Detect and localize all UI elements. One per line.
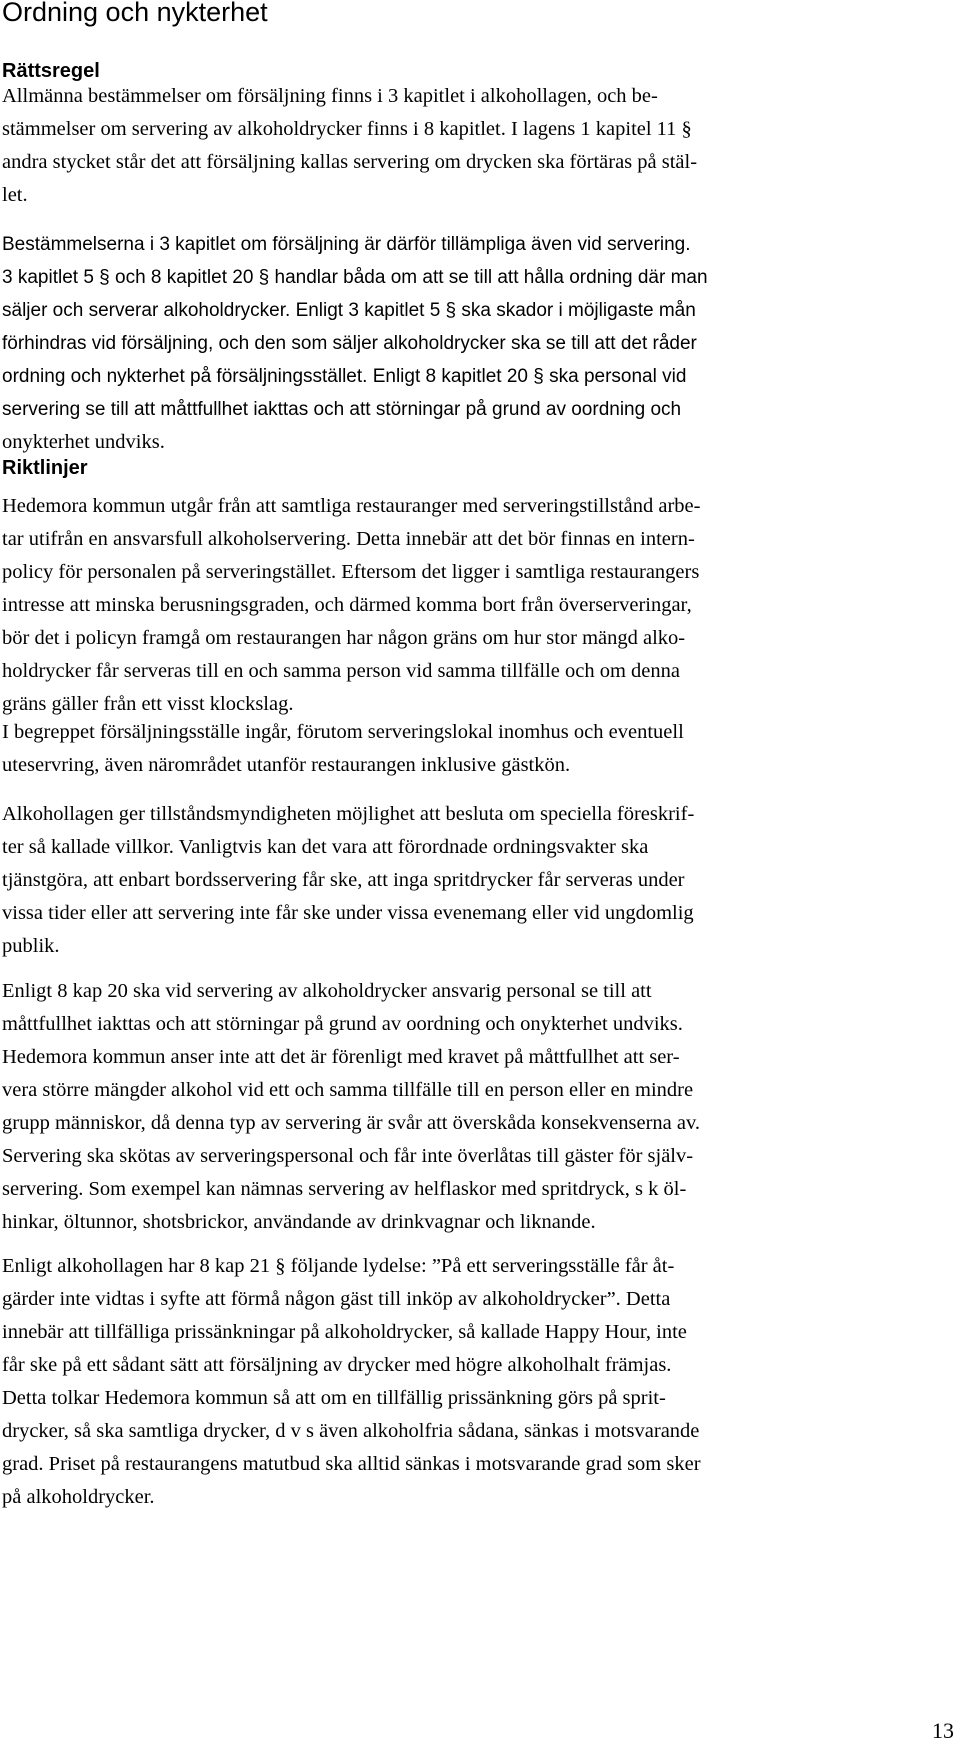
text-line: publik. [2, 935, 60, 957]
paragraph-riktlinjer-1 [2, 490, 700, 721]
text-line: får ske på ett sådant sätt att försäljning av drycker med högre alkoholhalt främjas. [2, 1354, 672, 1376]
text-line: säljer och serverar alkoholdrycker. Enligt 3 kapitlet 5 § ska skador i möjligaste mån [2, 300, 696, 321]
text-line: I begreppet försäljningsställe ingår, förutom serveringslokal inomhus och eventuell [2, 721, 684, 743]
text-line: Alkohollagen ger tillståndsmyndigheten möjlighet att besluta om speciella föreskrif- [2, 803, 695, 825]
text-line: tjänstgöra, att enbart bordsservering får ske, att inga spritdrycker får serveras under [2, 869, 685, 891]
text-line: Hedemora kommun anser inte att det är förenligt med kravet på måttfullhet att ser- [2, 1046, 680, 1068]
text-line: andra stycket står det att försäljning kallas servering om drycken ska förtäras på stäl- [2, 151, 698, 173]
text-line: gärder inte vidtas i syfte att förmå någon gäst till inköp av alkoholdrycker”. Detta [2, 1288, 671, 1310]
section-heading-riktlinjer: Riktlinjer [2, 457, 88, 479]
text-line: tar utifrån en ansvarsfull alkoholservering. Detta innebär att det bör finnas en intern- [2, 528, 695, 550]
text-line: drycker, så ska samtliga drycker, d v s även alkoholfria sådana, sänkas i motsvarande [2, 1420, 700, 1442]
paragraph-riktlinjer-3 [2, 798, 694, 963]
text-line: gräns gäller från ett visst klockslag. [2, 693, 294, 715]
text-line: Enligt alkohollagen har 8 kap 21 § följande lydelse: ”På ett serveringsställe får åt- [2, 1255, 675, 1277]
text-line: ordning och nykterhet på försäljningsstället. Enligt 8 kapitlet 20 § ska personal vid [2, 366, 687, 387]
text-line: grupp människor, då denna typ av servering är svår att överskåda konsekvenserna av. [2, 1112, 701, 1134]
paragraph-riktlinjer-2 [2, 716, 684, 782]
text-line: innebär att tillfälliga prissänkningar på alkoholdrycker, så kallade Happy Hour, inte [2, 1321, 687, 1343]
text-line: Hedemora kommun utgår från att samtliga restauranger med serveringstillstånd arbe- [2, 495, 701, 517]
text-line: grad. Priset på restaurangens matutbud ska alltid sänkas i motsvarande grad som sker [2, 1453, 701, 1475]
page-number: 13 [932, 1718, 954, 1743]
text-line: uteservring, även närområdet utanför restaurangen inklusive gästkön. [2, 754, 571, 776]
text-line: hinkar, öltunnor, shotsbrickor, användande av drinkvagnar och liknande. [2, 1211, 596, 1233]
text-line: Detta tolkar Hedemora kommun så att om en tillfällig prissänkning görs på sprit- [2, 1387, 666, 1409]
text-line: servering. Som exempel kan nämnas servering av helflaskor med spritdryck, s k öl- [2, 1178, 687, 1200]
text-line: stämmelser om servering av alkoholdrycker finns i 8 kapitlet. I lagens 1 kapitel 11 § [2, 118, 692, 140]
section-heading-rattsregel: Rättsregel [2, 60, 100, 82]
text-line: Bestämmelserna i 3 kapitlet om försäljning är därför tillämpliga även vid servering. [2, 234, 691, 255]
paragraph-riktlinjer-4 [2, 975, 700, 1239]
text-line: onykterhet undviks. [2, 431, 165, 453]
paragraph-rattsregel-1 [2, 80, 697, 212]
text-line: förhindras vid försäljning, och den som säljer alkoholdrycker ska se till att det råder [2, 333, 697, 354]
text-line: Allmänna bestämmelser om försäljning finns i 3 kapitlet i alkohollagen, och be- [2, 85, 658, 107]
text-line: bör det i policyn framgå om restaurangen har någon gräns om hur stor mängd alko- [2, 627, 686, 649]
text-line: ter så kallade villkor. Vanligtvis kan det vara att förordnade ordningsvakter ska [2, 836, 649, 858]
text-line: 3 kapitlet 5 § och 8 kapitlet 20 § handlar båda om att se till att hålla ordning där man [2, 267, 708, 288]
page-title: Ordning och nykterhet [2, 0, 268, 27]
text-line: Enligt 8 kap 20 ska vid servering av alkoholdrycker ansvarig personal se till att [2, 980, 652, 1002]
text-line: vissa tider eller att servering inte får ske under vissa evenemang eller vid ungdomlig [2, 902, 694, 924]
text-line: intresse att minska berusningsgraden, och därmed komma bort från överserveringar, [2, 594, 692, 616]
paragraph-riktlinjer-5 [2, 1250, 701, 1514]
text-line: servering se till att måttfullhet iakttas och att störningar på grund av oordning och [2, 399, 682, 420]
text-line: på alkoholdrycker. [2, 1486, 155, 1508]
text-line: holdrycker får serveras till en och samma person vid samma tillfälle och om denna [2, 660, 680, 682]
text-line: måttfullhet iakttas och att störningar på grund av oordning och onykterhet undviks. [2, 1013, 683, 1035]
text-line: Servering ska skötas av serveringspersonal och får inte överlåtas till gäster för själv- [2, 1145, 694, 1167]
text-line: policy för personalen på serveringstället. Eftersom det ligger i samtliga restaurangers [2, 561, 700, 583]
text-line: vera större mängder alkohol vid ett och samma tillfälle till en person eller en mindre [2, 1079, 694, 1101]
paragraph-rattsregel-2 [2, 228, 708, 459]
text-line: let. [2, 184, 28, 206]
